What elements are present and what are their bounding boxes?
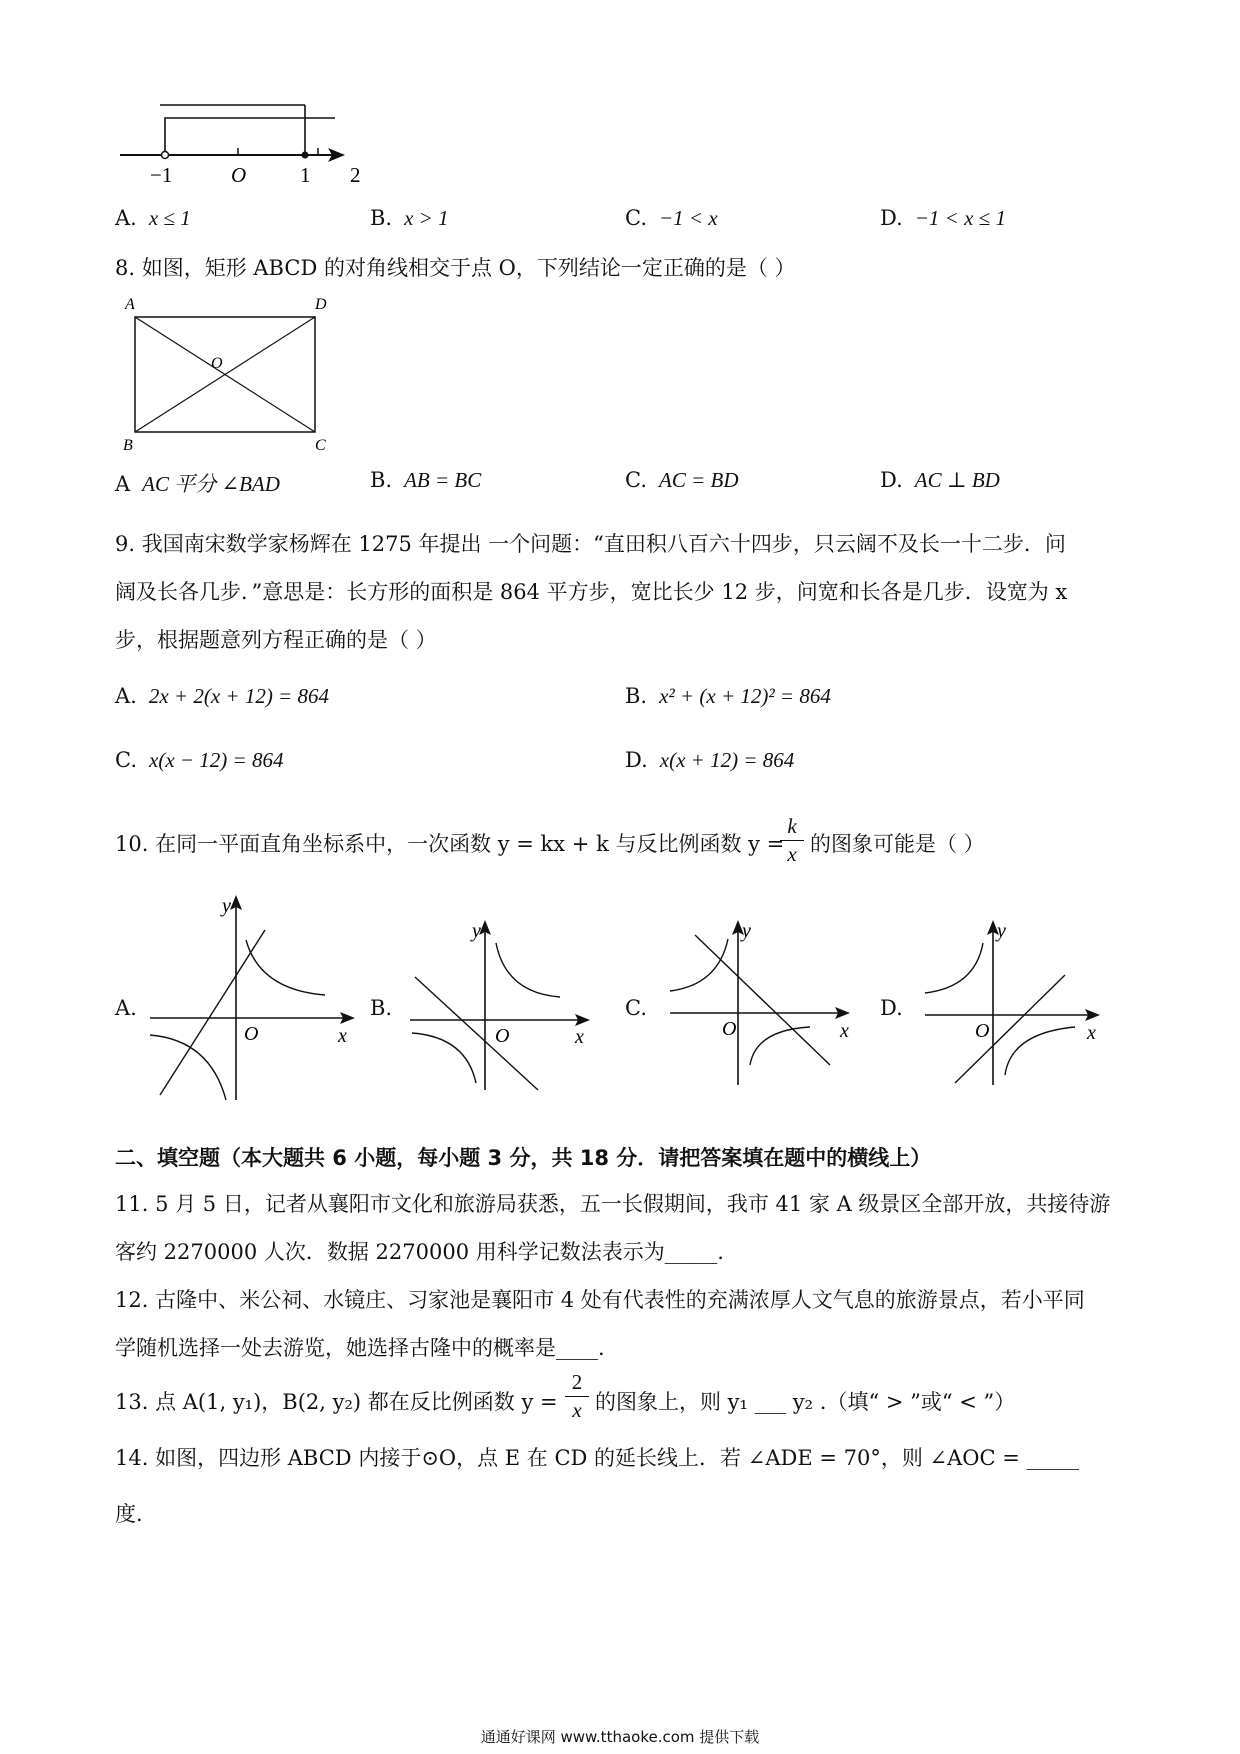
option-label: A [115, 472, 131, 496]
option-text: 2x + 2(x + 12) = 864 [148, 684, 329, 708]
option-text: AC 平分 ∠BAD [142, 472, 280, 496]
option-a [115, 468, 280, 498]
option-text: x(x − 12) = 864 [149, 748, 284, 772]
question-8-stem: 8. 如图，矩形 ABCD 的对角线相交于点 O，下列结论一定正确的是（ ） [115, 256, 796, 280]
question-13-pre: 13. 点 A(1, y₁)，B(2, y₂) 都在反比例函数 y = [115, 1390, 558, 1414]
fraction-bar [565, 1396, 589, 1397]
option-text: x² + (x + 12)² = 864 [659, 684, 831, 708]
question-10-stem-pre: 10. 在同一平面直角坐标系中，一次函数 y = kx + k 与反比例函数 y = [115, 832, 785, 856]
option-c [115, 748, 283, 773]
graph-b [400, 915, 600, 1095]
tick-label: O [231, 163, 247, 187]
fraction [565, 1370, 589, 1423]
option-d [880, 206, 1006, 231]
option-label: A. [115, 206, 137, 230]
origin-label: O [975, 1020, 990, 1042]
option-text: x ≤ 1 [148, 206, 191, 230]
graph-option-label-a: A. [115, 996, 137, 1020]
graph-option-label-b: B. [370, 996, 393, 1020]
option-b [370, 468, 481, 493]
vertex-c-label: C [315, 437, 326, 452]
option-c [625, 468, 739, 493]
fraction-bar [780, 840, 804, 841]
question-12-line-2: 学随机选择一处去游览，她选择古隆中的概率是____. [115, 1336, 605, 1360]
question-13-post: 的图象上，则 y₁ ___ y₂ .（填“ > ”或“ < ”） [595, 1390, 1016, 1414]
center-o-label: O [211, 355, 223, 372]
option-label: D. [880, 206, 903, 230]
question-9-line-2: 阔及长各几步．”意思是：长方形的面积是 864 平方步，宽比长少 12 步，问宽和长各是几步．设宽为 x [115, 580, 1068, 604]
option-text: AC = BD [659, 468, 739, 492]
tick-label: 1 [300, 163, 311, 187]
vertex-d-label: D [315, 296, 327, 313]
vertex-b-label: B [123, 437, 133, 452]
option-d [625, 748, 794, 773]
question-9-line-1: 9. 我国南宋数学家杨辉在 1275 年提出 一个问题：“直田积八百六十四步，只云阔不及长一十二步．问 [115, 532, 1066, 556]
fraction-denominator: x [787, 842, 797, 866]
option-label: B. [625, 684, 648, 708]
fraction-numerator: 2 [571, 1370, 583, 1394]
graph-d [915, 915, 1115, 1095]
fraction [780, 814, 804, 867]
fraction-denominator: x [572, 1398, 582, 1422]
graph-c [660, 915, 860, 1095]
section-2-title: 二、填空题（本大题共 6 小题，每小题 3 分，共 18 分．请把答案填在题中的横线上） [115, 1146, 932, 1170]
graph-option-label-c: C. [625, 996, 647, 1020]
option-label: A. [115, 684, 137, 708]
option-text: x(x + 12) = 864 [659, 748, 795, 772]
axis-x-label: x [575, 1026, 584, 1048]
question-10-stem-post: 的图象可能是（ ） [810, 832, 985, 856]
axis-y-label: y [742, 920, 751, 942]
graph-option-label-d: D. [880, 996, 903, 1020]
option-label: D. [625, 748, 648, 772]
axis-x-label: x [840, 1020, 849, 1042]
rectangle-figure [115, 292, 335, 452]
origin-label: O [495, 1025, 510, 1047]
option-label: D. [880, 468, 903, 492]
option-label: C. [625, 206, 647, 230]
question-11-line-1: 11. 5 月 5 日，记者从襄阳市文化和旅游局获悉，五一长假期间，我市 41 家 A 级景区全部开放，共接待游 [115, 1192, 1111, 1216]
origin-label: O [244, 1023, 259, 1045]
axis-y-label: y [472, 920, 481, 942]
vertex-a-label: A [125, 296, 135, 313]
question-14-line-1: 14. 如图，四边形 ABCD 内接于⊙O，点 E 在 CD 的延长线上．若 ∠ADE = 70°，则 ∠AOC = _____ [115, 1446, 1079, 1470]
number-line-figure [110, 100, 360, 190]
question-14-line-2: 度. [115, 1502, 143, 1526]
question-9-line-3: 步，根据题意列方程正确的是（ ） [115, 628, 437, 652]
graph-a [140, 890, 360, 1110]
option-a [115, 206, 191, 231]
option-a [115, 684, 329, 709]
option-label: B. [370, 468, 393, 492]
option-text: AB = BC [404, 468, 482, 492]
axis-x-label: x [338, 1025, 347, 1047]
option-b [370, 206, 449, 231]
option-b [625, 684, 831, 709]
option-label: C. [115, 748, 137, 772]
option-text: x > 1 [404, 206, 449, 230]
option-text: AC ⊥ BD [914, 468, 1000, 492]
option-d [880, 468, 1000, 493]
fraction-numerator: k [787, 814, 797, 838]
option-text: −1 < x ≤ 1 [914, 206, 1006, 230]
option-text: −1 < x [659, 206, 718, 230]
tick-label: 2 [350, 163, 360, 187]
option-label: B. [370, 206, 393, 230]
footer-text: 通通好课网 www.tthaoke.com 提供下载 [480, 1728, 760, 1746]
axis-y-label: y [222, 895, 231, 917]
option-label: C. [625, 468, 647, 492]
axis-x-label: x [1087, 1022, 1096, 1044]
question-11-line-2: 客约 2270000 人次．数据 2270000 用科学记数法表示为_____. [115, 1240, 724, 1264]
tick-label: −1 [150, 163, 173, 187]
option-c [625, 206, 718, 231]
axis-y-label: y [997, 920, 1006, 942]
question-12-line-1: 12. 古隆中、米公祠、水镜庄、习家池是襄阳市 4 处有代表性的充满浓厚人文气息的旅游景点，若小平同 [115, 1288, 1085, 1312]
origin-label: O [722, 1018, 737, 1040]
